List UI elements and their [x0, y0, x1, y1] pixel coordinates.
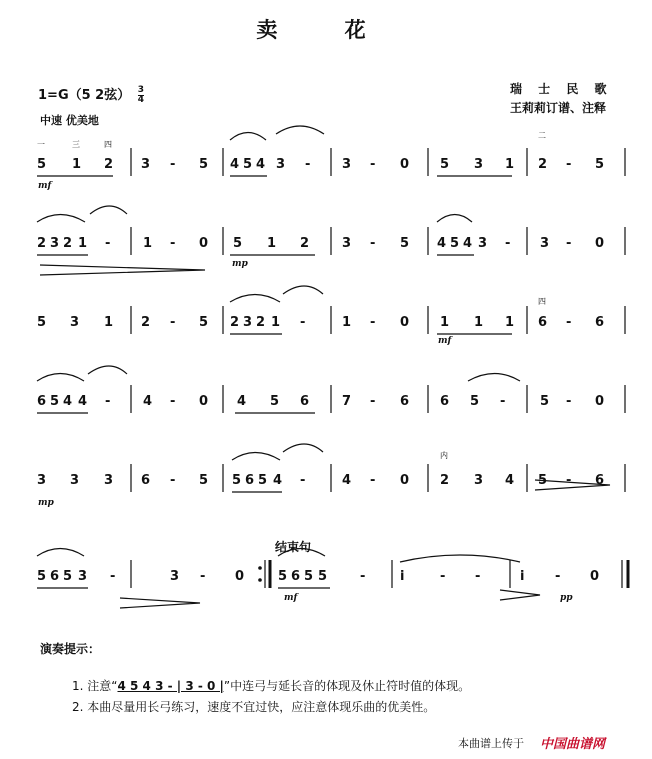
score-row-4: 6 5 4 4 - 4 - 0 4 5 6 7 - 6 6 5 - 5 - 0 — [37, 394, 605, 409]
tip-item-1-suffix: ”中连弓与延长音的体现及休止符时值的体现。 — [223, 679, 471, 693]
tip-item-2: 2. 本曲尽量用长弓练习，速度不宜过快，应注意体现乐曲的优美性。 — [72, 700, 436, 714]
tips-heading: 演奏提示： — [40, 642, 101, 656]
dynamic-mark: mf — [284, 593, 298, 603]
score-lines — [37, 126, 628, 608]
score-row-2: 2 3 2 1 - 1 - 0 5 1 2 3 - 5 4 5 4 3 - 3 - 0 — [37, 236, 605, 251]
section-label: 结束句 — [275, 540, 312, 554]
time-signature-bottom: 4 — [137, 95, 145, 105]
dynamic-mark: mf — [438, 336, 452, 346]
fingering-mark: 三 — [72, 140, 80, 149]
credit-origin: 瑞 士 民 歌 — [510, 82, 613, 96]
tempo-marking: 中速 优美地 — [40, 114, 99, 127]
footer-text: 本曲谱上传于 — [458, 737, 524, 750]
fingering-mark: 二 — [538, 131, 546, 140]
score-row-5: 3 3 3 6 - 5 5 6 5 4 - 4 - 0 2 3 4 5 - 6 — [37, 473, 605, 488]
tip-item-1-excerpt: 4 5 4 3 - | 3 - 0 | — [117, 679, 224, 693]
tip-item-1-prefix: 1. 注意“ — [72, 679, 118, 693]
fingering-mark: 内 — [440, 451, 448, 460]
fingering-mark: 一 — [37, 140, 45, 149]
dynamic-mark: pp — [560, 593, 573, 603]
fingering-mark: 四 — [104, 140, 112, 149]
dynamic-mark: mp — [38, 498, 54, 508]
score-row-1: 5 1 2 3 - 5 4 5 4 3 - 3 - 0 5 3 1 2 - 5 — [37, 157, 605, 172]
page-title: 卖 花 — [256, 17, 396, 42]
tip-item-1 — [72, 677, 470, 694]
score-row-3: 5 3 1 2 - 5 2 3 2 1 - 1 - 0 1 1 1 6 - 6 — [37, 315, 605, 330]
site-logo[interactable]: 中国曲谱网 — [540, 737, 606, 752]
dynamic-mark: mp — [232, 259, 248, 269]
key-signature-text: 1=G（5 2弦） — [38, 88, 131, 103]
score-row-6: 5 6 5 3 - 3 - 0 5 6 5 5 - i - - i - 0 — [37, 569, 600, 584]
credit-arranger: 王莉莉订谱、注释 — [510, 101, 607, 115]
dynamic-mark: mf — [38, 181, 52, 191]
fingering-mark: 四 — [538, 297, 546, 306]
time-signature-top: 3 — [137, 85, 145, 95]
